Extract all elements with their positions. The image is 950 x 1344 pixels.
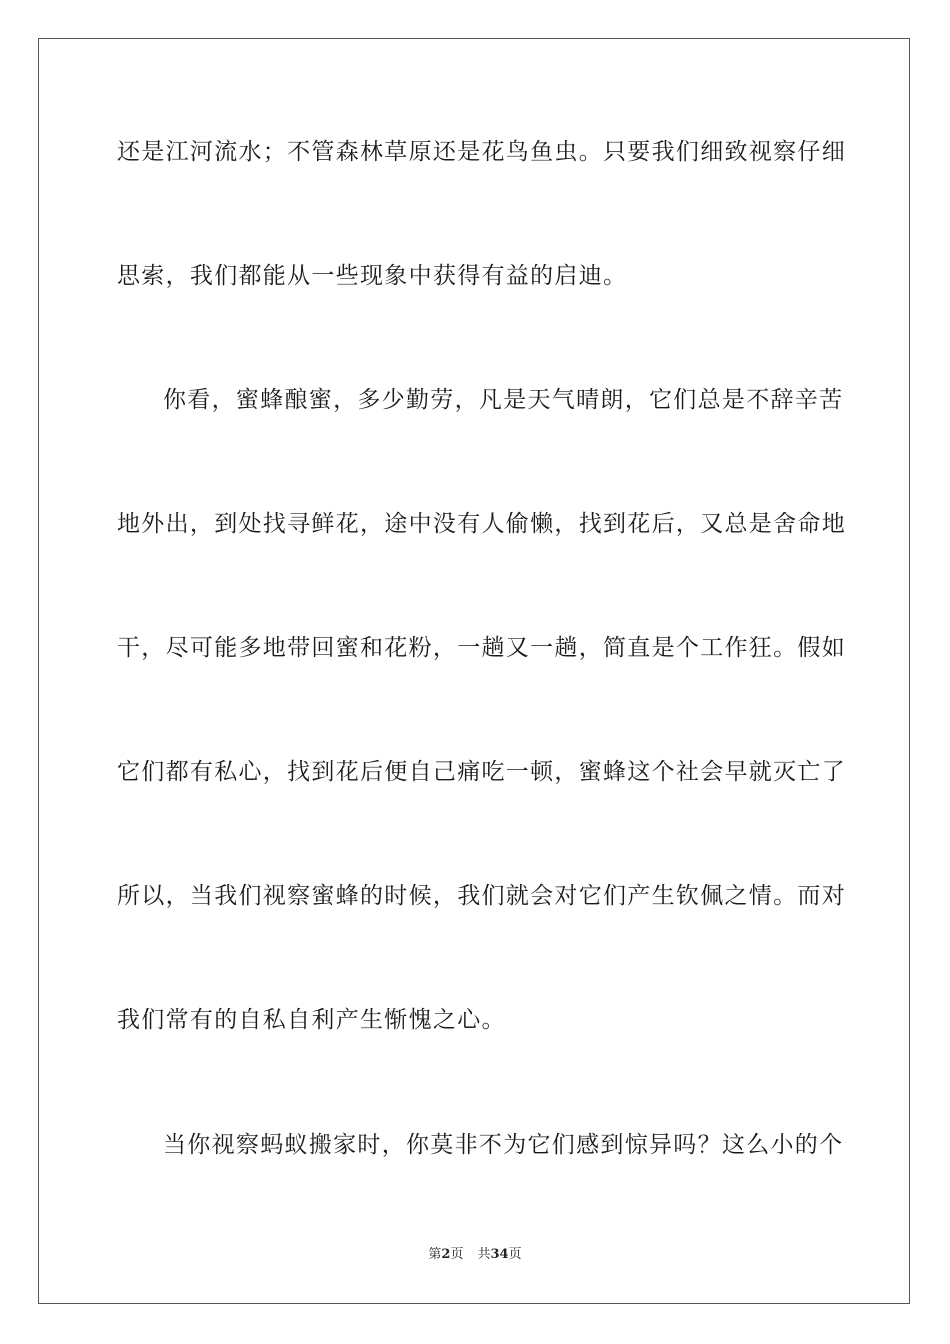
- total-pages: 34: [490, 1247, 509, 1262]
- text-line: 思索，我们都能从一些现象中获得有益的启迪。: [117, 263, 628, 289]
- text-line: 还是江河流水；不管森林草原还是花鸟鱼虫。只要我们细致视察仔细: [117, 139, 846, 165]
- page-label-suffix: 页: [450, 1247, 464, 1262]
- page-label-prefix: 第: [428, 1247, 442, 1262]
- total-label-suffix: 页: [508, 1247, 522, 1262]
- text-line: 我们常有的自私自利产生惭愧之心。: [117, 1007, 506, 1033]
- paragraph-start-line: 你看，蜜蜂酿蜜，多少勤劳，凡是天气晴朗，它们总是不辞辛苦: [163, 387, 844, 413]
- paragraph-start-line: 当你视察蚂蚁搬家时，你莫非不为它们感到惊异吗？这么小的个: [163, 1132, 844, 1158]
- total-label-prefix: 共: [477, 1247, 491, 1262]
- text-line: 干，尽可能多地带回蜜和花粉，一趟又一趟，简直是个工作狂。假如: [117, 635, 846, 661]
- page-footer: [0, 1246, 950, 1264]
- page-frame: [38, 38, 910, 1304]
- text-line: 所以，当我们视察蜜蜂的时候，我们就会对它们产生钦佩之情。而对: [117, 883, 846, 909]
- text-line: 它们都有私心，找到花后便自己痛吃一顿，蜜蜂这个社会早就灭亡了: [117, 759, 846, 785]
- page-number: 2: [441, 1247, 451, 1262]
- text-line: 地外出，到处找寻鲜花，途中没有人偷懒，找到花后，又总是舍命地: [117, 511, 846, 537]
